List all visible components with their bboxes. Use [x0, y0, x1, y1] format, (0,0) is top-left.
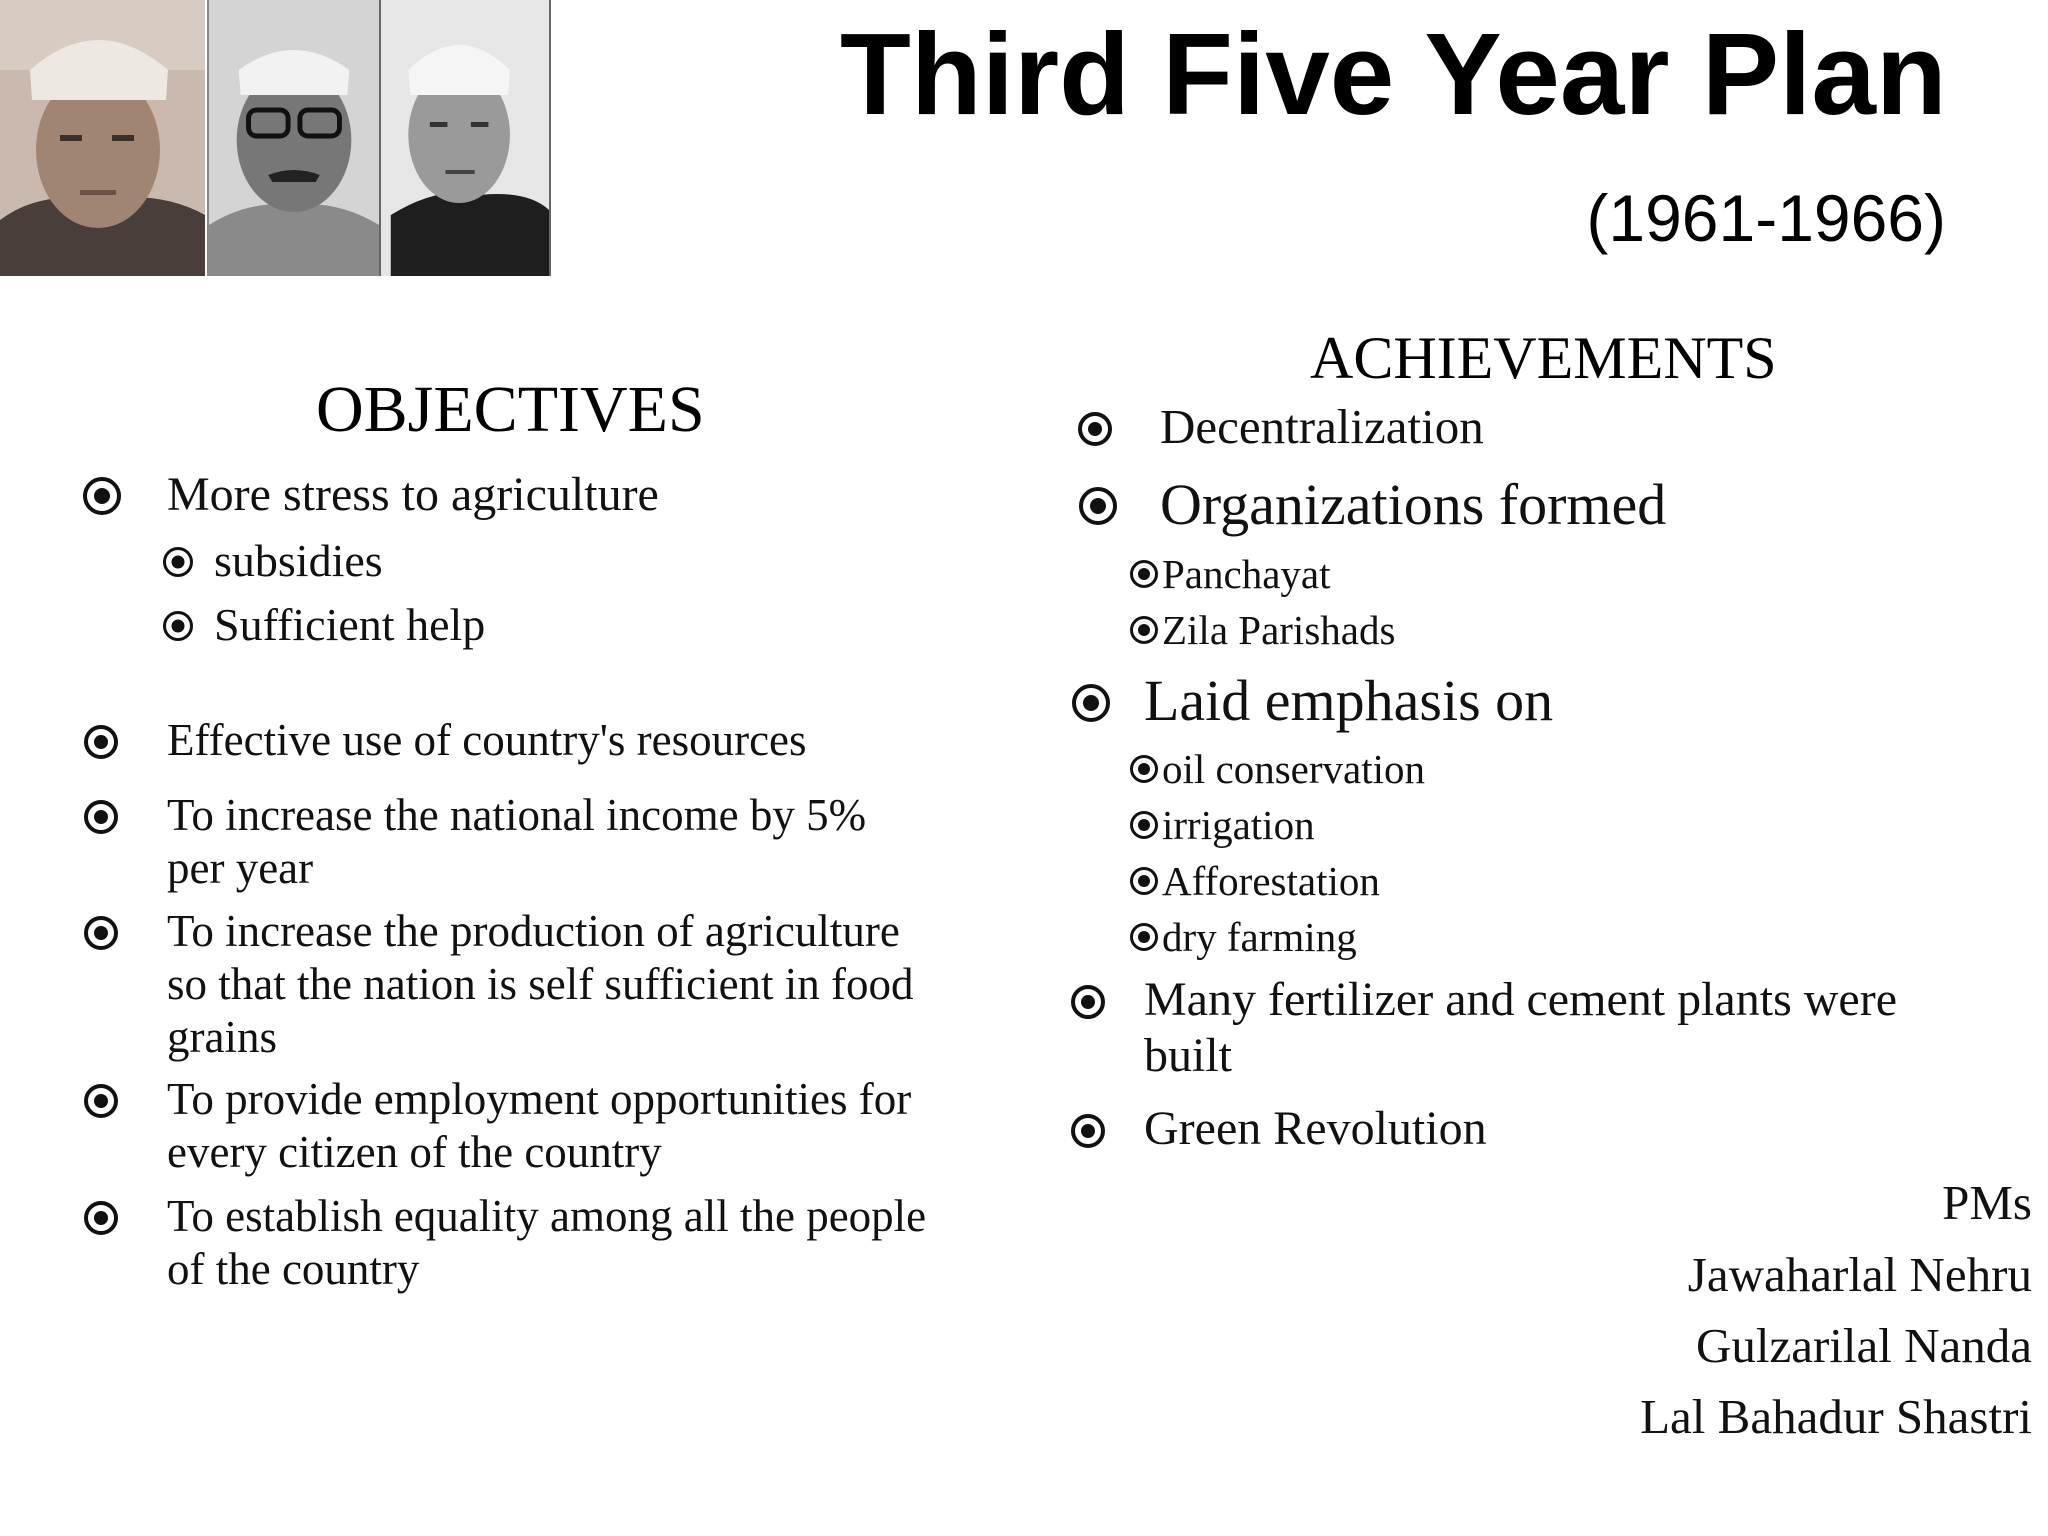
achievement-subitem: dry farming [1162, 914, 1357, 960]
bullet-icon [163, 611, 193, 641]
objective-item-line: per year [167, 843, 314, 893]
achievements-heading: ACHIEVEMENTS [1310, 325, 1777, 391]
bullet-icon [84, 800, 118, 834]
bullet-icon [84, 1084, 118, 1118]
achievement-subitem: irrigation [1162, 802, 1315, 848]
objective-item: More stress to agriculture [167, 468, 659, 521]
objective-item-line: of the country [167, 1244, 420, 1294]
bullet-icon [84, 725, 118, 759]
achievement-subitem: Afforestation [1162, 858, 1380, 904]
achievement-subitem: Zila Parishads [1162, 607, 1396, 653]
achievement-subitem: oil conservation [1162, 746, 1426, 792]
objective-item-line: grains [167, 1012, 277, 1062]
objective-item-line: To increase the national income by 5% [167, 790, 867, 840]
achievement-subitem: Panchayat [1162, 551, 1331, 597]
pm-name: Gulzarilal Nanda [1695, 1318, 2032, 1373]
nanda-photo [207, 0, 379, 276]
bullet-icon [84, 1201, 118, 1235]
bullet-icon [83, 477, 121, 515]
objective-item-line: every citizen of the country [167, 1127, 662, 1177]
bullet-icon [1130, 755, 1158, 783]
pms-heading: PMs [1942, 1175, 2032, 1230]
bullet-icon [1071, 985, 1105, 1019]
bullet-icon [1130, 560, 1158, 588]
bullet-icon [1072, 684, 1110, 722]
achievement-item-line: built [1144, 1029, 1233, 1082]
objectives-heading: OBJECTIVES [316, 373, 705, 446]
bullet-icon [1130, 923, 1158, 951]
shastri-photo [379, 0, 551, 276]
pm-name: Lal Bahadur Shastri [1640, 1389, 2032, 1444]
bullet-icon [1130, 867, 1158, 895]
bullet-icon [1079, 487, 1117, 525]
nehru-photo [0, 0, 205, 276]
objective-item-line: so that the nation is self sufficient in food [167, 959, 914, 1009]
bullet-icon [1130, 616, 1158, 644]
bullet-icon [1071, 1114, 1105, 1148]
bullet-icon [163, 547, 193, 577]
objective-item: Effective use of country's resources [167, 715, 807, 765]
achievement-item: Laid emphasis on [1144, 668, 1554, 733]
slide-title: Third Five Year Plan [840, 9, 1947, 139]
pm-name: Jawaharlal Nehru [1687, 1247, 2032, 1302]
objective-item-line: To establish equality among all the people [167, 1191, 927, 1241]
achievement-item: Decentralization [1160, 399, 1484, 454]
objective-subitem: subsidies [214, 535, 383, 586]
achievement-item: Organizations formed [1160, 472, 1667, 537]
bullet-icon [1130, 811, 1158, 839]
bullet-icon [1078, 412, 1112, 446]
objective-item-line: To provide employment opportunities for [167, 1074, 912, 1124]
objective-subitem: Sufficient help [214, 599, 486, 650]
plan-years: (1961-1966) [1586, 181, 1946, 255]
bullet-icon [84, 916, 118, 950]
achievement-item: Green Revolution [1144, 1102, 1487, 1155]
achievement-item-line: Many fertilizer and cement plants were [1144, 973, 1897, 1026]
objective-item-line: To increase the production of agriculture [167, 906, 900, 956]
